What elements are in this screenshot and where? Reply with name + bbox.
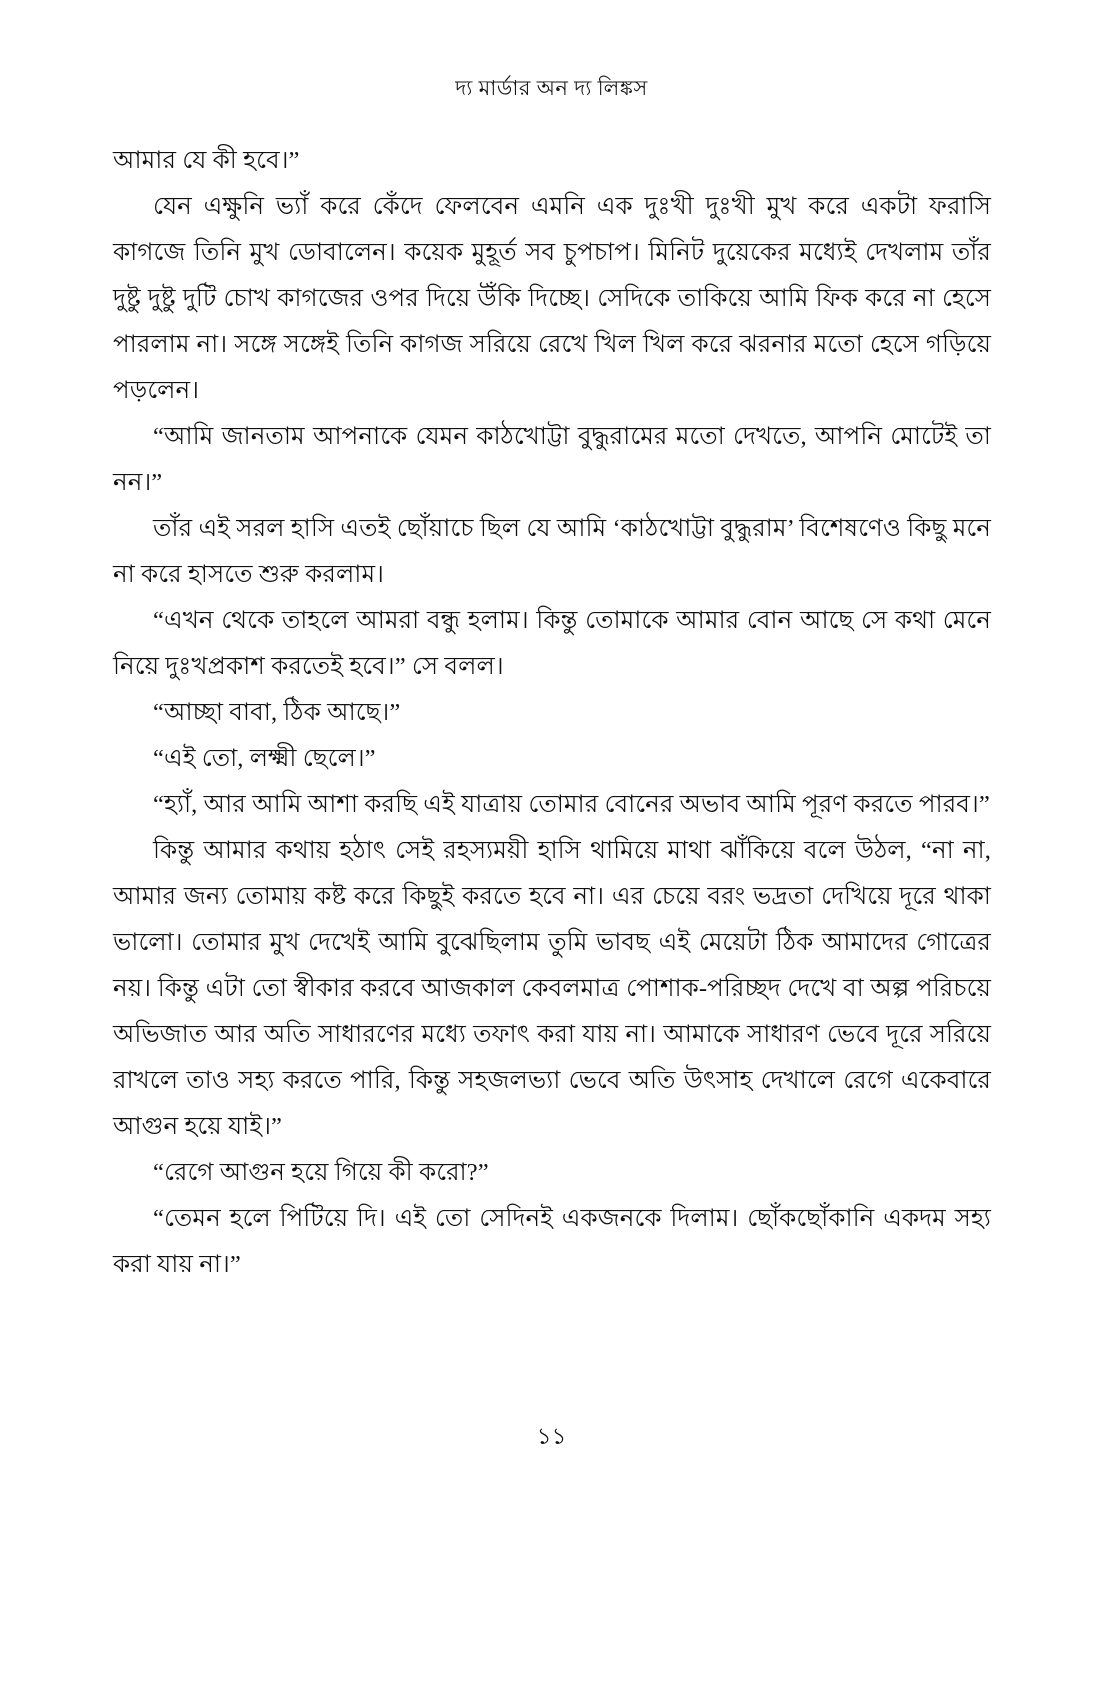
paragraph: “এই তো, লক্ষ্মী ছেলে।” [153,745,376,772]
paragraph: যেন এক্ষুনি ভ্যাঁ করে কেঁদে ফেলবেন এমনি এক দুঃখী দুঃখী মুখ করে একটা ফরাসি কাগজে তিনি মুখ ডোবালেন। কয়েক মুহূর্ত সব চুপচাপ। মিনিট দুয়েকের মধ্যেই দেখলাম তাঁর দুষ্টু দুষ্টু দুটি চোখ কাগজের ওপর দিয়ে উঁকি দিচ্ছে। সেদিকে তাকিয়ে আমি ফিক করে না হেসে পারলাম না। সঙ্গে সঙ্গেই তিনি কাগজ সরিয়ে রেখে খিল খিল করে ঝরনার মতো হেসে গড়িয়ে পড়লেন। [113,193,991,404]
paragraph: তাঁর এই সরল হাসি এতই ছোঁয়াচে ছিল যে আমি ‘কাঠখোট্টা বুদ্ধুরাম’ বিশেষণেও কিছু মনে না করে হাসতে শুরু করলাম। [113,515,991,588]
paragraph: “রেগে আগুন হয়ে গিয়ে কী করো?” [153,1159,489,1186]
paragraph: কিন্তু আমার কথায় হঠাৎ সেই রহস্যময়ী হাসি থামিয়ে মাথা ঝাঁকিয়ে বলে উঠল, “না না, আমার জন্য তোমায় কষ্ট করে কিছুই করতে হবে না। এর চেয়ে বরং ভদ্রতা দেখিয়ে দূরে থাকা ভালো। তোমার মুখ দেখেই আমি বুঝেছিলাম তুমি ভাবছ এই মেয়েটা ঠিক আমাদের গোত্রের নয়। কিন্তু এটা তো স্বীকার করবে আজকাল কেবলমাত্র পোশাক-পরিচ্ছদ দেখে বা অল্প পরিচয়ে অভিজাত আর অতি সাধারণের মধ্যে তফাৎ করা যায় না। আমাকে সাধারণ ভেবে দূরে সরিয়ে রাখলে তাও সহ্য করতে পারি, কিন্তু সহজলভ্যা ভেবে অতি উৎসাহ দেখালে রেগে একেবারে আগুন হয়ে যাই।” [113,837,991,1140]
paragraph: “হ্যাঁ, আর আমি আশা করছি এই যাত্রায় তোমার বোনের অভাব আমি পূরণ করতে পারব।” [153,791,990,818]
paragraph: “আমি জানতাম আপনাকে যেমন কাঠখোট্টা বুদ্ধুরামের মতো দেখতে, আপনি মোটেই তা নন।” [113,423,991,496]
paragraph: আমার যে কী হবে।” [113,147,300,174]
paragraph: “আচ্ছা বাবা, ঠিক আছে।” [153,699,401,726]
body-text-block [113,138,991,1288]
page-number: ১১ [536,1424,567,1449]
running-head: দ্য মার্ডার অন দ্য লিঙ্কস [455,76,648,100]
paragraph: “তেমন হলে পিটিয়ে দি। এই তো সেদিনই একজনকে দিলাম। ছোঁকছোঁকানি একদম সহ্য করা যায় না।” [113,1205,991,1278]
paragraph: “এখন থেকে তাহলে আমরা বন্ধু হলাম। কিন্তু তোমাকে আমার বোন আছে সে কথা মেনে নিয়ে দুঃখপ্রকাশ করতেই হবে।” সে বলল। [113,607,991,680]
